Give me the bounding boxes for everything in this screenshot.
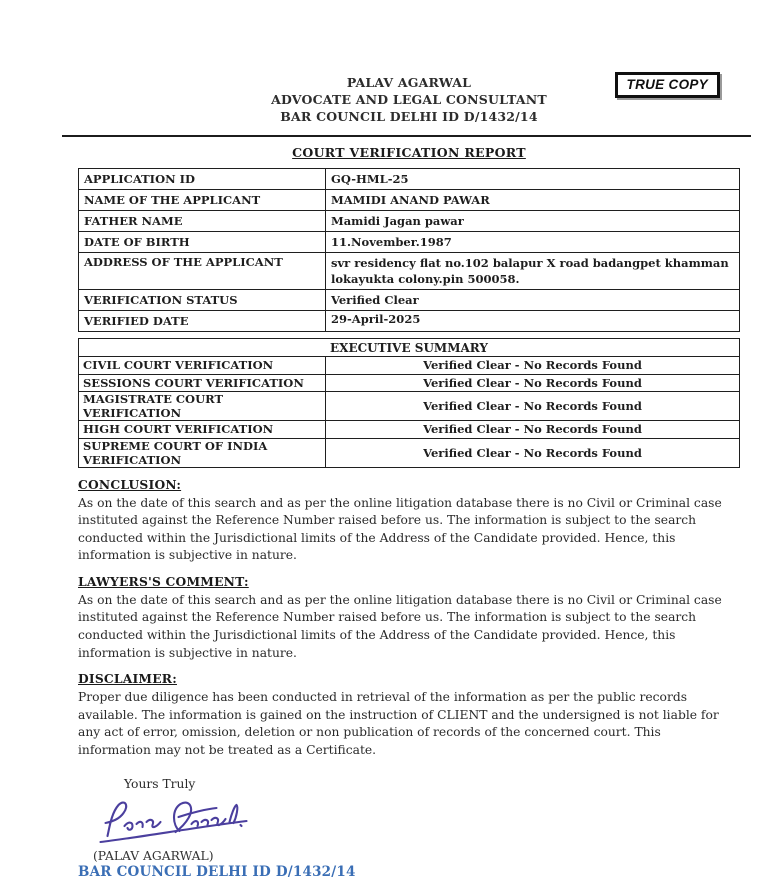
detail-label: VERIFIED DATE	[79, 311, 326, 332]
summary-label: SESSIONS COURT VERIFICATION	[79, 374, 326, 392]
detail-label: FATHER NAME	[79, 211, 326, 232]
detail-value: 11.November.1987	[326, 232, 740, 253]
detail-value: 29-April-2025	[326, 311, 740, 332]
summary-value: Verified Clear - No Records Found	[326, 421, 740, 439]
letterhead-role: ADVOCATE AND LEGAL CONSULTANT	[271, 92, 547, 107]
section-body: As on the date of this search and as per the online litigation database there is no Civil or Criminal case instituted against the Reference Number raised before us. The information is subject to the search conducted within the Jurisdictional limits of the Address of the Candidate provided. Hence, this information is subjective in nature.	[78, 592, 722, 660]
section-conclusion	[78, 477, 740, 565]
summary-value: Verified Clear - No Records Found	[326, 392, 740, 421]
section-heading: CONCLUSION:	[78, 476, 182, 492]
summary-value: Verified Clear - No Records Found	[326, 438, 740, 467]
detail-label: VERIFICATION STATUS	[79, 290, 326, 311]
table-row	[79, 438, 740, 467]
section-body: As on the date of this search and as per the online litigation database there is no Civil or Criminal case instituted against the Reference Number raised before us. The information is subject to the search conducted within the Jurisdictional limits of the Address of the Candidate provided. Hence, this information is subjective in nature.	[78, 495, 722, 563]
summary-title: EXECUTIVE SUMMARY	[79, 339, 740, 357]
table-row	[79, 253, 740, 290]
detail-value: MAMIDI ANAND PAWAR	[326, 190, 740, 211]
detail-label: ADDRESS OF THE APPLICANT	[79, 253, 326, 290]
table-row	[79, 392, 740, 421]
summary-label: SUPREME COURT OF INDIA VERIFICATION	[79, 438, 326, 467]
detail-value: svr residency flat no.102 balapur X road badangpet khamman lokayukta colony.pin 500058.	[326, 253, 740, 290]
summary-label: MAGISTRATE COURT VERIFICATION	[79, 392, 326, 421]
section-disclaimer	[78, 671, 740, 759]
table-row	[79, 169, 740, 190]
handwritten-signature-icon	[92, 795, 267, 847]
section-heading: DISCLAIMER:	[78, 671, 177, 687]
table-row	[79, 374, 740, 392]
table-row	[79, 290, 740, 311]
table-row	[79, 357, 740, 375]
table-row	[79, 211, 740, 232]
section-lawyers-comment	[78, 574, 740, 662]
table-row	[79, 190, 740, 211]
summary-value: Verified Clear - No Records Found	[326, 357, 740, 375]
signatory-name: (PALAV AGARWAL)	[93, 848, 214, 863]
summary-label: CIVIL COURT VERIFICATION	[79, 357, 326, 375]
letterhead-bar-id: BAR COUNCIL DELHI ID D/1432/14	[280, 109, 538, 124]
summary-label: HIGH COURT VERIFICATION	[79, 421, 326, 439]
summary-value: Verified Clear - No Records Found	[326, 374, 740, 392]
section-body: Proper due diligence has been conducted in retrieval of the information as per the public records available. The information is gained on the instruction of CLIENT and the undersigned is not liable for any act of error, omission, deletion or non publication of records of the concerned court. This information may not be treated as a Certificate.	[78, 690, 719, 758]
report-title: COURT VERIFICATION REPORT	[292, 145, 526, 160]
detail-value: Mamidi Jagan pawar	[326, 211, 740, 232]
section-heading: LAWYERS'S COMMENT:	[78, 573, 249, 589]
true-copy-stamp: TRUE COPY	[615, 72, 720, 98]
detail-label: NAME OF THE APPLICANT	[79, 190, 326, 211]
table-row	[79, 339, 740, 357]
signatory-bar-id: BAR COUNCIL DELHI ID D/1432/14	[78, 863, 356, 880]
detail-label: DATE OF BIRTH	[79, 232, 326, 253]
letterhead-name: PALAV AGARWAL	[346, 75, 472, 90]
closing-salutation: Yours Truly	[124, 776, 196, 791]
signature-image	[92, 795, 740, 847]
table-row	[79, 421, 740, 439]
table-row	[79, 232, 740, 253]
executive-summary-table	[78, 338, 740, 468]
detail-label: APPLICATION ID	[79, 169, 326, 190]
header-rule	[62, 135, 751, 137]
detail-value: GQ-HML-25	[326, 169, 740, 190]
detail-value: Verified Clear	[326, 290, 740, 311]
applicant-details-table	[78, 168, 740, 332]
table-row	[79, 311, 740, 332]
